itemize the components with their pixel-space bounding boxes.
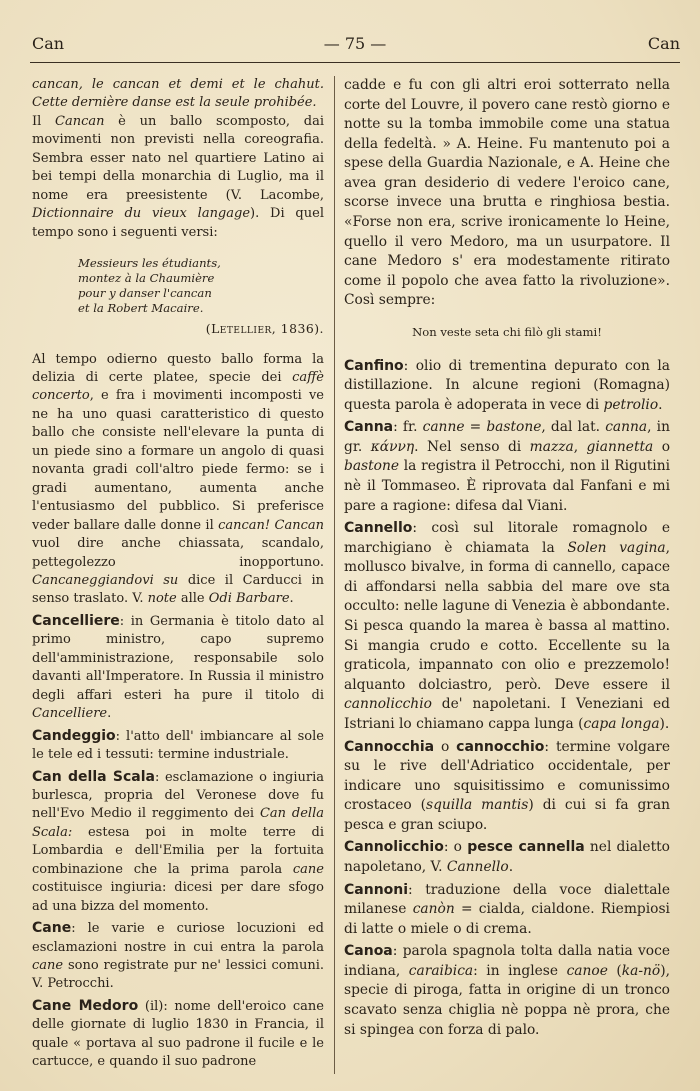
text-run: nel dialetto napoletano, V.: [344, 839, 670, 875]
italic-text: note: [147, 591, 177, 607]
entry-can-della-scala: [32, 768, 324, 917]
text-run: : parola spagnola tolta dalla natia voce indiana,: [344, 943, 670, 979]
text-run: alle: [176, 591, 209, 607]
header-left-guideword: Can: [32, 34, 65, 53]
verse-line: montez à la Chaumière: [78, 271, 215, 286]
verse-line: pour y danser l'cancan: [78, 286, 212, 301]
verse-line: et la Robert Macaire.: [78, 301, 204, 316]
text-run: .: [289, 591, 294, 607]
headword: Cancelliere: [32, 612, 120, 629]
headword: Cane: [32, 920, 72, 937]
entry-canna: [344, 418, 670, 516]
italic-text: Cancelliere: [32, 706, 108, 722]
text-run: ). Di quel tempo sono i seguenti versi:: [32, 206, 324, 240]
text-run: ), specie di piroga, fatta in origine di un tronco scavato senza chiglia nè poppa nè prora, che si spingea con forza di palo.: [344, 962, 670, 1038]
right-column: [344, 76, 670, 1040]
italic-text: ka-nö: [621, 962, 661, 979]
italic-text: canne: [422, 419, 465, 436]
italic-text: capa longa: [583, 715, 660, 732]
text-run: o: [653, 438, 670, 455]
text-run: Al tempo odierno questo ballo forma la delizia di certe platee, specie dei: [32, 351, 324, 385]
headword: Candeggio: [32, 727, 116, 744]
page-number: — 75 —: [323, 34, 387, 53]
italic-text: canna: [605, 419, 648, 436]
text-run: dice il Carducci in senso traslato. V.: [32, 572, 325, 607]
italic-text: cancan! Cancan: [218, 517, 324, 533]
headword: Canoa: [344, 943, 393, 960]
text-run: .: [107, 706, 112, 722]
italic-text: giannetta: [586, 438, 654, 455]
text-run: vuol dire anche chiassata, scandalo, pettegolezzo inopportuno.: [32, 536, 324, 570]
text-run: : in inglese: [473, 962, 567, 979]
headword: Cannoni: [344, 881, 409, 898]
italic-text: squilla mantis: [425, 797, 529, 814]
text-run: : o: [443, 839, 468, 856]
entry-cannello: [344, 519, 670, 734]
italic-text: cancan, le cancan et demi et le chahut. Cette dernière danse est la seule prohibée.: [32, 77, 324, 111]
italic-text: cane: [32, 958, 64, 974]
headword-variant: cannocchio: [456, 738, 545, 755]
verse-source: (Letellier, 1836).: [205, 321, 324, 337]
text-run: : fr.: [393, 419, 423, 436]
text-run: (il): nome dell'eroico cane delle giornate di luglio 1830 in Francia, il quale « portava al suo padrone il fucile e le cartucce, e quando il suo padrone: [32, 998, 324, 1070]
text-run: è un ballo scomposto, dai movimenti non previsti nella coreografia. Sembra esser nato nel quartiere Latino ai bei tempi della monarchia di Luglio, ma il nome era preesistente (V. Lacombe,: [32, 113, 324, 203]
italic-text: bastone: [344, 458, 400, 475]
text-run: o: [434, 738, 457, 755]
text-run: : le varie e curiose locuzioni ed esclamazioni nostre in cui entra la parola: [32, 921, 324, 955]
text-run: . Nel senso di: [414, 438, 530, 455]
entry-canfino: [344, 357, 670, 416]
text-run: , e fra i movimenti incomposti ve ne ha uno quasi caratteristico di questo ballo che consiste nell'elevare la punta di un piede sino a formare un angolo di quasi novanta gradi coll'altro piede fermo: se i gradi aumentano, aumenta anche l'entusiasmo del pubblico. Si preferisce veder ballare dalle donne il: [32, 388, 324, 533]
column-divider: [334, 76, 335, 1074]
text-run: Il: [32, 113, 55, 129]
text-run: de' napoletani. I Veneziani ed Istriani lo chiamano cappa lunga (: [344, 696, 670, 732]
left-column: [32, 76, 324, 1072]
headword: Can della Scala: [32, 768, 155, 785]
entry-cannolicchio: [344, 838, 670, 877]
running-header: [30, 34, 680, 56]
text-run: .: [658, 396, 663, 413]
italic-text: caraibica: [408, 962, 474, 979]
cancan-intro: [32, 76, 324, 113]
entry-cannocchia: [344, 738, 670, 836]
text-run: : olio di trementina depurato con la distillazione. In alcune regioni (Romagna) questa parola è adoperata in vece di: [344, 357, 670, 413]
text-run: , dal lat.: [541, 419, 606, 436]
italic-text: Cannello: [446, 858, 509, 875]
headword: Cannello: [344, 520, 413, 537]
text-run: : termine volgare su le rive dell'Adriatico occidentale, per indicare uno squisitissimo e comunissimo crostaceo (: [344, 738, 670, 814]
italic-text: cannolicchio: [344, 696, 432, 713]
entry-cancelliere: [32, 612, 324, 724]
italic-text: Dictionnaire du vieux langage: [32, 206, 251, 222]
text-run: (: [607, 962, 622, 979]
text-run: , in gr.: [344, 419, 670, 455]
quoted-motto: Non veste seta chi filò gli stami!: [412, 324, 602, 339]
italic-text: caffè concerto: [32, 369, 324, 404]
text-run: : in Germania è titolo dato al primo ministro, capo supremo dell'amministrazione, responsabile solo davanti all'Imperatore. In Russia il ministro degli affari esteri ha pure il titolo di: [32, 613, 324, 703]
text-run: =: [464, 419, 487, 436]
entry-cane-medoro: [32, 997, 324, 1072]
headword: Canna: [344, 419, 394, 436]
entry-candeggio: [32, 727, 324, 765]
text-run: costituisce ingiuria: dicesi per dare sfogo ad una bizza del momento.: [32, 880, 324, 914]
quoted-verse: [78, 256, 324, 316]
entry-cannoni: [344, 881, 670, 940]
cane-medoro-continued: cadde e fu con gli altri eroi sotterrato nella corte del Louvre, il povero cane restò giorno e notte su la tomba immobile come una statua della fedeltà. » A. Heine. Fu mantenuto poi a spese della Guardia Nazionale, e A. Heine che avea gran desiderio di vedere l'eroico cane, scorse invece una brutta e ringhiosa bestia. «Forse non era, scrive ironicamente lo Heine, quello il vero Medoro, ma un usurpatore. Il cane Medoro s' era modestamente ritirato come il popolo che avea fatto la rivoluzione». Così sempre:: [344, 77, 670, 309]
italic-text: canoe: [566, 962, 608, 979]
text-run: la registra il Petrocchi, non il Rigutini nè il Tommaseo. È riprovata dal Fanfani e mi pare a ragione: difesa dal Viani.: [344, 458, 670, 514]
text-run: estesa poi in molte terre di Lombardia e dell'Emilia per la fortuita combinazione che la prima parola: [32, 824, 324, 877]
cancan-paragraph: [32, 113, 324, 242]
cancan-paragraph-2: [32, 351, 324, 609]
text-run: : così sul litorale romagnolo e marchigiano è chiamata la: [344, 520, 670, 556]
text-run: ) di cui si fa gran pesca e gran sciupo.: [344, 797, 670, 833]
headword: Cane Medoro: [32, 997, 139, 1014]
italic-text: canòn: [412, 901, 455, 918]
italic-text: Solen vagina: [567, 539, 666, 556]
text-run: ).: [659, 715, 670, 732]
text-run: : traduzione della voce dialettale milanese: [344, 881, 670, 918]
italic-text: κάννη: [370, 438, 415, 455]
text-run: = cialda, cialdone. Riempiosi di latte o miele o di crema.: [344, 901, 670, 937]
headword: Cannolicchio: [344, 839, 444, 856]
italic-text: Cancan: [55, 113, 105, 129]
italic-text: Can della Scala:: [32, 806, 324, 840]
text-run: : esclamazione o ingiuria burlesca, propria del Veronese dove fu nell'Evo Medio il reggimento dei: [32, 769, 325, 822]
text-run: sono registrate pur ne' lessici comuni. V. Petrocchi.: [32, 958, 324, 992]
verse-line: Messieurs les étudiants,: [78, 256, 221, 271]
text-run: .: [508, 858, 514, 875]
headword: Cannocchia: [344, 738, 435, 755]
entry-cane: [32, 919, 324, 994]
italic-text: cane: [292, 861, 324, 877]
italic-text: mazza: [529, 438, 574, 455]
text-run: ,: [573, 438, 587, 455]
entry-canoa: [344, 942, 670, 1040]
header-right-guideword: Can: [647, 34, 680, 53]
header-rule: [30, 62, 680, 63]
italic-text: bastone: [486, 419, 542, 436]
italic-text: Odi Barbare: [208, 591, 290, 607]
text-run: : l'atto dell' imbiancare al sole le tele ed i tessuti: termine industriale.: [32, 728, 324, 763]
headword-variant: pesce cannella: [467, 839, 585, 856]
headword: Canfino: [344, 357, 404, 374]
text-run: , mollusco bivalve, in forma di cannello, capace di affondarsi nella sabbia del mare ove sta occulto: nelle lagune di Venezia è abbondante. Si pesca quando la marea è bassa al mattino. Si mangia crudo e cotto. Eccellente su la graticola, impannato con olio e prezzemolo! alquanto dolciastro, però. Deve essere il: [344, 539, 670, 693]
italic-text: Cancaneggiandovi su: [32, 572, 179, 588]
italic-text: petrolio: [603, 396, 659, 413]
